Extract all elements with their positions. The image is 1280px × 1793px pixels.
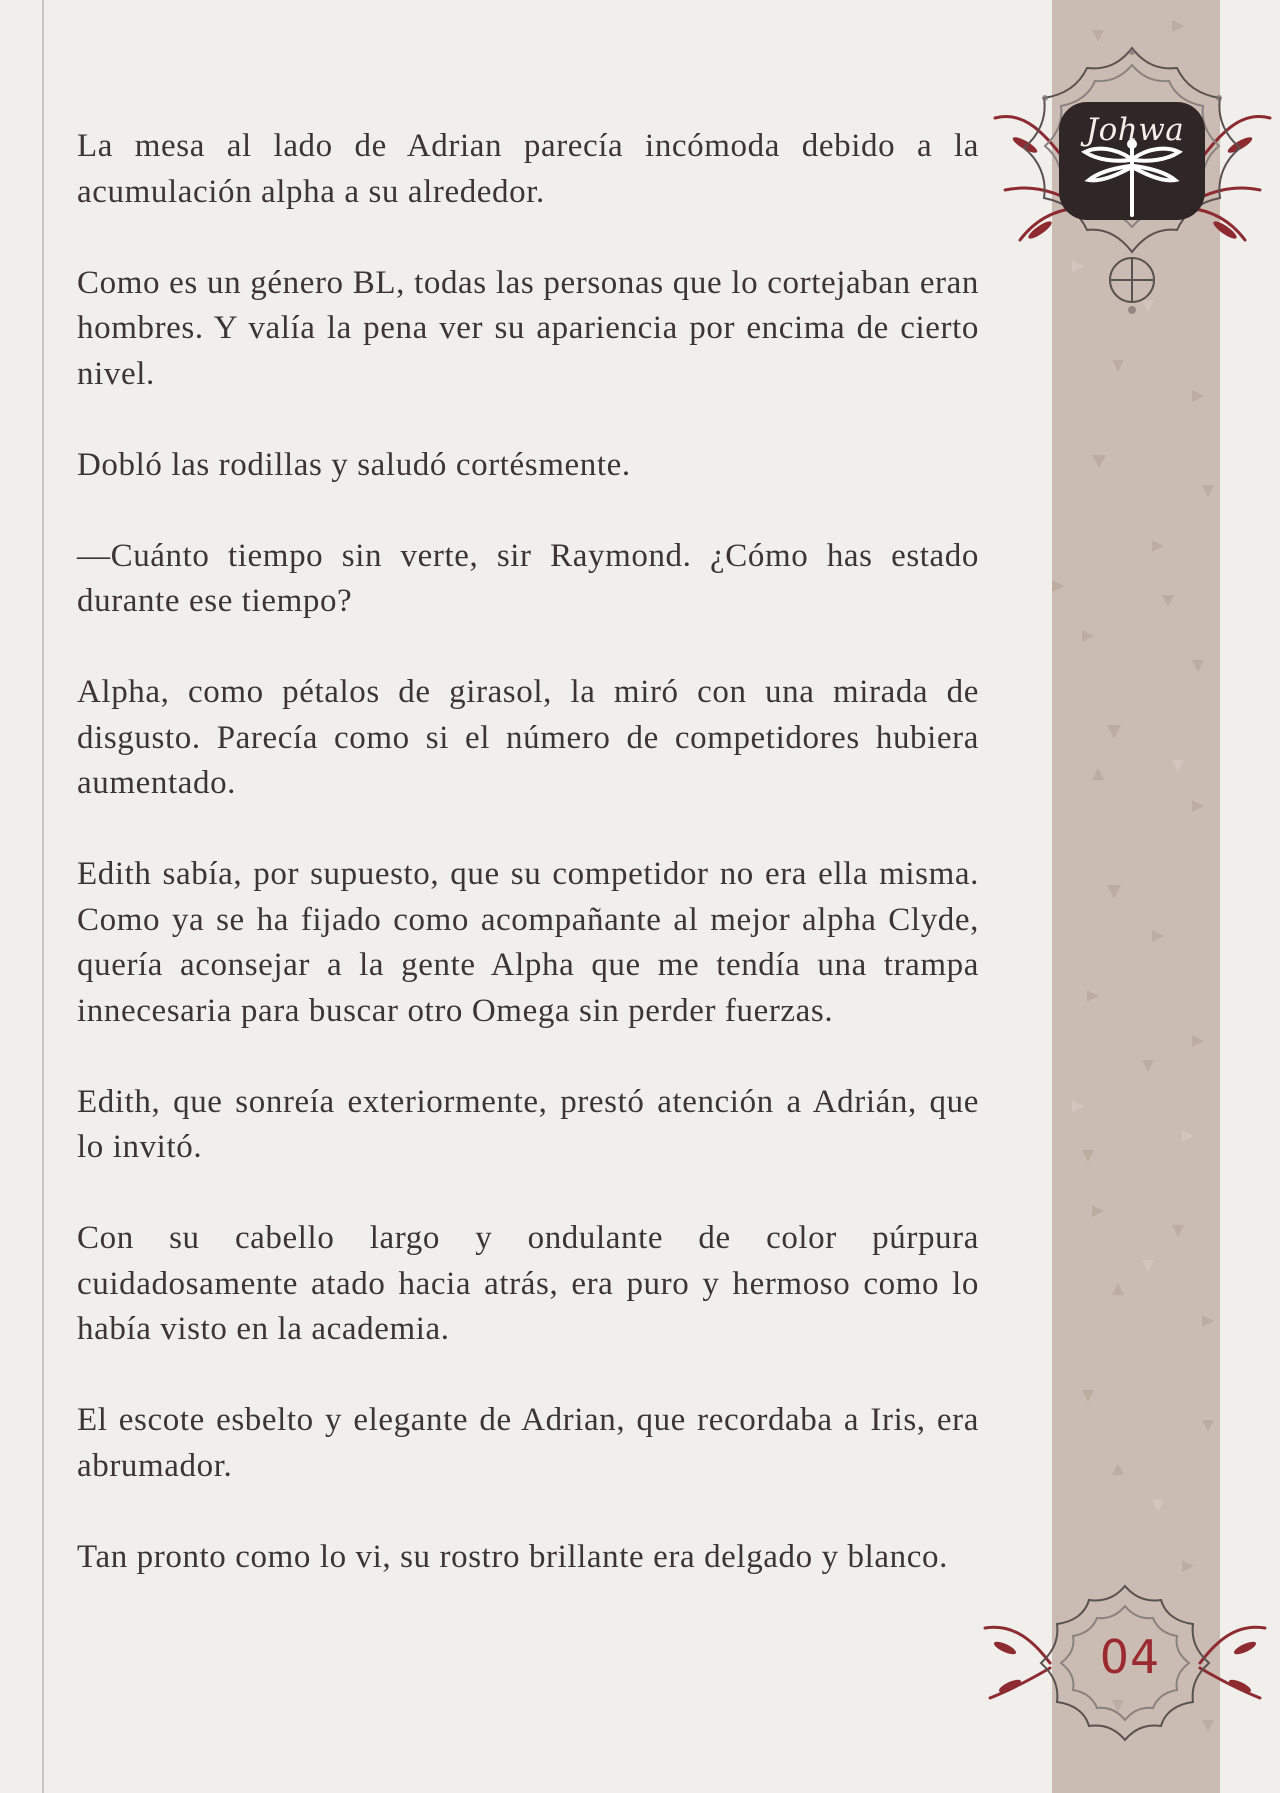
paragraph: Tan pronto como lo vi, su rostro brillante era delgado y blanco. xyxy=(77,1538,948,1575)
page-number: 04 xyxy=(1099,1630,1161,1684)
paragraph: —Cuánto tiempo sin verte, sir Raymond. ¿Cómo has estado durante ese tiempo? xyxy=(77,537,979,619)
paragraph: El escote esbelto y elegante de Adrian, que recordaba a Iris, era abrumador. xyxy=(77,1402,979,1484)
story-text xyxy=(77,124,979,1626)
paragraph: La mesa al lado de Adrian parecía incómoda debido a la acumulación alpha a su alrededor. xyxy=(77,128,979,210)
brand-name: Johwa xyxy=(1085,112,1185,148)
page-margin-rule xyxy=(42,0,44,1793)
paragraph: Como es un género BL, todas las personas que lo cortejaban eran hombres. Y valía la pena ver su apariencia por encima de cierto nivel. xyxy=(77,264,979,392)
paragraph: Alpha, como pétalos de girasol, la miró con una mirada de disgusto. Parecía como si el número de competidores hubiera aumentado. xyxy=(77,674,979,801)
brand-emblem xyxy=(985,40,1280,325)
paragraph: Dobló las rodillas y saludó cortésmente. xyxy=(77,446,631,483)
paragraph: Edith sabía, por supuesto, que su competidor no era ella misma. Como ya se ha fijado como acompañante al mejor alpha Clyde, quería aconsejar a la gente Alpha que me tendía una trampa innecesaria para buscar otro Omega sin perder fuerzas. xyxy=(77,856,979,1029)
paragraph: Con su cabello largo y ondulante de color púrpura cuidadosamente atado hacia atrás, era puro y hermoso como lo había visto en la academia. xyxy=(77,1220,979,1347)
paragraph: Edith, que sonreía exteriormente, prestó atención a Adrián, que lo invitó. xyxy=(77,1083,979,1165)
